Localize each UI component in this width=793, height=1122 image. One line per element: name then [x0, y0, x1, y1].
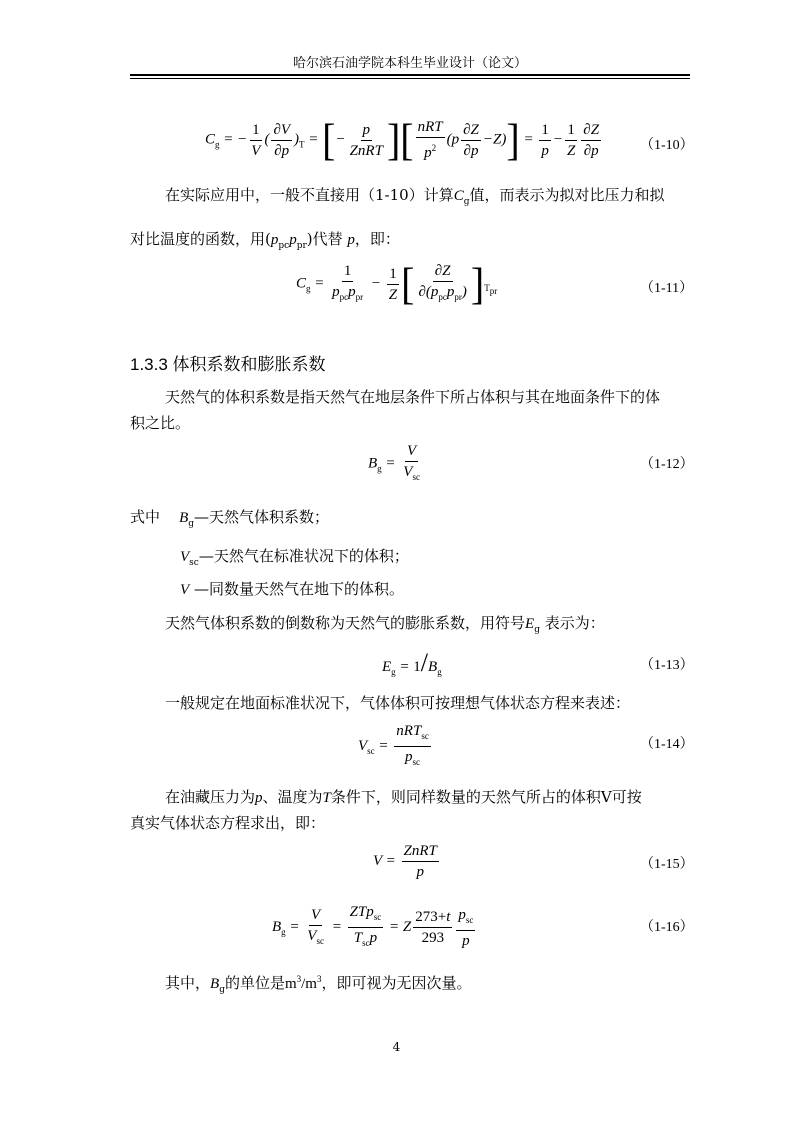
paragraph-6: 其中，$B_g$的单位是$m^3/m^3$，即可视为无因次量。	[165, 974, 472, 995]
header-rule-thick	[130, 74, 690, 76]
paragraph-4: 一般规定在地面标准状况下，气体体积可按理想气体状态方程来表述：	[165, 694, 631, 712]
equation-1-15: V = $\frac{\text{ZnRT}}{p}$	[373, 843, 437, 880]
page-header: 哈尔滨石油学院本科生毕业设计（论文）	[292, 56, 527, 71]
paragraph-3: 天然气体积系数的倒数称为天然气的膨胀系数，用符号$E_g$ 表示为：	[165, 614, 605, 635]
equation-1-12: $B_g$ = $\frac{V}{V_{sc}}$	[368, 443, 420, 482]
equation-1-11: $C_g$ = $\frac{1}{p_{pc}p_{pr}}$ − $\frac{1}{Z}$ [ $\frac{\partial Z}{\partial(p_{pc}p_{pr})}$ ]$_{T_{pr}}$	[296, 258, 498, 309]
paragraph-1: 在实际应用中，一般不直接用（1-10）计算$C_g$值，而表示为拟对比压力和拟	[165, 186, 665, 207]
definition-list: 式中 $B_g—$天然气体积系数；	[130, 508, 330, 529]
equation-number-1-15: （1-15）	[640, 857, 694, 872]
definition-2: $V_{sc}—$天然气在标准状况下的体积；	[180, 547, 409, 568]
equation-number-1-12: （1-12）	[640, 457, 694, 472]
page-number: 4	[392, 1040, 401, 1054]
definition-3: V —同数量天然气在地下的体积。	[180, 580, 404, 598]
equation-number-1-14: （1-14）	[640, 737, 694, 752]
equation-1-10: $C_g$ = − $\frac{1}{V}$ ( $\frac{\partial V}{\partial p}$ )$_T$ = [− $\frac{p}{\text{ZnRT}}$ ][ $\frac{\text{nRT}}{p^2}$ (p $\frac{\partial Z}{\partial p}$ −Z)] = $\frac{1}{p}$ − $\frac{1}{Z}$ $\frac{\partial Z}{\partial p}$	[205, 114, 600, 165]
section-heading: 1.3.3 体积系数和膨胀系数	[130, 355, 326, 374]
paragraph-2-cont: 积之比。	[130, 414, 191, 432]
paragraph-2: 天然气的体积系数是指天然气在地层条件下所占体积与其在地面条件下的体	[165, 388, 661, 406]
equation-1-13: $E_g = 1/B_g$	[382, 648, 442, 677]
equation-1-14: $V_{sc}$ = $\frac{nRT_{sc}}{p_{sc}}$	[358, 723, 429, 767]
equation-1-16: $B_g$ = $\frac{V}{V_{sc}}$ = $\frac{ZTp_{sc}}{T_{sc}p}$ = Z $\frac{273+t}{293}$ $\frac{p_{sc}}{p}$	[272, 904, 474, 949]
header-rule-thin	[130, 78, 690, 79]
equation-number-1-16: （1-16）	[640, 920, 694, 935]
paragraph-1-cont: 对比温度的函数，用$(p_{pc}p_{pr})$代替 p，即：	[130, 230, 400, 251]
paragraph-5-cont: 真实气体状态方程求出，即：	[130, 814, 326, 832]
equation-number-1-11: （1-11）	[640, 281, 694, 296]
equation-number-1-10: （1-10）	[640, 138, 694, 153]
paragraph-5: 在油藏压力为p、温度为T条件下，则同样数量的天然气所占的体积V可按	[165, 788, 642, 806]
equation-number-1-13: （1-13）	[640, 658, 694, 673]
